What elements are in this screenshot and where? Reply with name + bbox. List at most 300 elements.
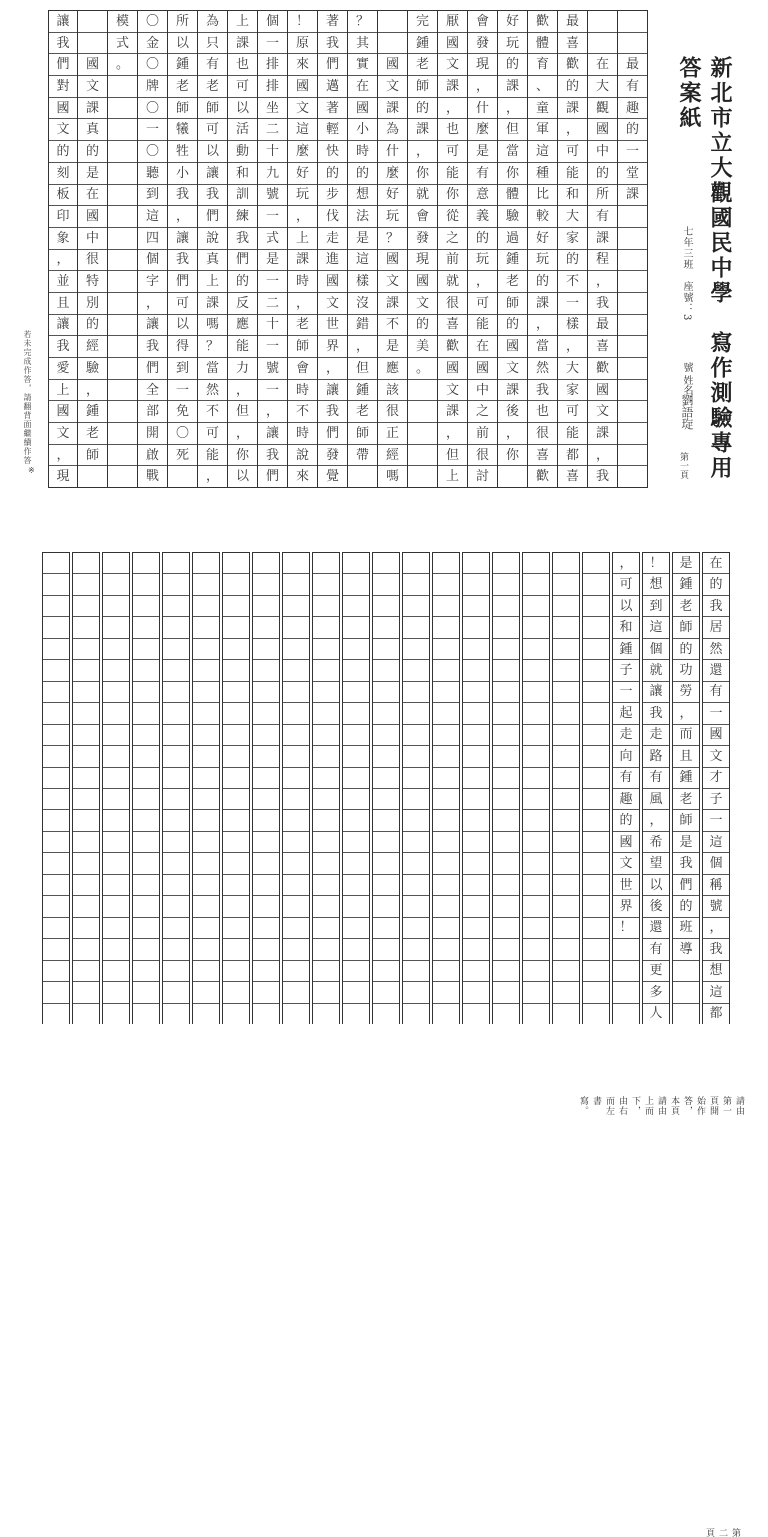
grid-cell: 也 xyxy=(528,401,557,423)
grid-cell: 可 xyxy=(198,119,227,141)
grid-cell: ， xyxy=(468,271,497,293)
grid-cell: 什 xyxy=(378,141,407,163)
grid-cell: 向 xyxy=(613,746,639,767)
grid-cell xyxy=(283,682,309,703)
grid-cell: 中 xyxy=(78,228,107,250)
grid-cell: 我 xyxy=(168,185,197,207)
grid-cell: 以 xyxy=(643,875,669,896)
grid-cell: ， xyxy=(348,336,377,358)
grid-cell: 喜 xyxy=(588,336,617,358)
grid-cell: 厭 xyxy=(438,11,467,33)
grid-cell: 意 xyxy=(468,185,497,207)
grid-cell: 們 xyxy=(318,423,347,445)
grid-cell xyxy=(133,1004,159,1024)
grid-cell xyxy=(283,746,309,767)
grid-cell: 想 xyxy=(348,185,377,207)
grid-cell xyxy=(403,596,429,617)
grid-cell xyxy=(223,896,249,917)
grid-cell: 能 xyxy=(468,315,497,337)
grid-cell: 國 xyxy=(468,358,497,380)
grid-cell: 我 xyxy=(643,703,669,724)
grid-cell xyxy=(403,810,429,831)
grid-cell: 是 xyxy=(348,228,377,250)
grid-cell: 和 xyxy=(228,163,257,185)
grid-cell xyxy=(283,660,309,681)
grid-cell xyxy=(133,789,159,810)
grid-cell: 走 xyxy=(613,725,639,746)
grid-cell: 國 xyxy=(613,832,639,853)
grid-cell: 板 xyxy=(49,185,77,207)
grid-cell: 讓 xyxy=(198,163,227,185)
grid-cell xyxy=(583,875,609,896)
grid-cell xyxy=(253,746,279,767)
grid-cell xyxy=(433,853,459,874)
grid-cell xyxy=(463,617,489,638)
grid-cell xyxy=(223,574,249,595)
grid-cell xyxy=(463,853,489,874)
grid-cell: 希 xyxy=(643,832,669,853)
grid-cell xyxy=(523,918,549,939)
grid-cell: 也 xyxy=(228,54,257,76)
grid-cell xyxy=(253,768,279,789)
grid-cell: 你 xyxy=(498,445,527,467)
grid-cell xyxy=(493,896,519,917)
grid-cell: 國 xyxy=(78,54,107,76)
grid-cell: 當 xyxy=(498,141,527,163)
grid-cell xyxy=(343,682,369,703)
grid-column xyxy=(582,552,610,1024)
grid-cell xyxy=(373,639,399,660)
grid-cell: ， xyxy=(468,76,497,98)
grid-cell xyxy=(403,768,429,789)
grid-cell xyxy=(103,725,129,746)
grid-cell xyxy=(408,445,437,467)
grid-cell xyxy=(193,789,219,810)
grid-cell: ， xyxy=(228,423,257,445)
grid-cell xyxy=(103,1004,129,1024)
grid-cell: 且 xyxy=(673,746,699,767)
grid-cell xyxy=(253,617,279,638)
grid-cell: 課 xyxy=(588,423,617,445)
grid-cell: 我 xyxy=(228,228,257,250)
grid-cell xyxy=(463,746,489,767)
grid-cell: 會 xyxy=(408,206,437,228)
writing-grid-page-1 xyxy=(48,10,648,488)
grid-cell: 課 xyxy=(588,228,617,250)
grid-cell xyxy=(43,832,69,853)
grid-cell: 時 xyxy=(288,423,317,445)
grid-cell xyxy=(523,639,549,660)
grid-cell: 象 xyxy=(49,228,77,250)
grid-cell: 個 xyxy=(703,853,729,874)
grid-cell: 老 xyxy=(168,76,197,98)
grid-cell: 堂 xyxy=(618,163,647,185)
grid-column xyxy=(192,552,220,1024)
grid-cell xyxy=(313,896,339,917)
grid-cell: ！ xyxy=(613,918,639,939)
grid-cell: 反 xyxy=(228,293,257,315)
grid-cell xyxy=(313,639,339,660)
grid-cell: 趣 xyxy=(613,789,639,810)
grid-cell xyxy=(133,660,159,681)
grid-cell: 課 xyxy=(438,401,467,423)
grid-cell: 和 xyxy=(558,185,587,207)
grid-cell: 一 xyxy=(258,271,287,293)
grid-cell xyxy=(313,961,339,982)
grid-cell: 上 xyxy=(445,469,459,485)
grid-cell xyxy=(43,939,69,960)
grid-cell xyxy=(373,725,399,746)
grid-cell xyxy=(133,768,159,789)
grid-cell xyxy=(133,639,159,660)
grid-cell xyxy=(193,896,219,917)
grid-cell xyxy=(103,617,129,638)
grid-cell xyxy=(163,703,189,724)
grid-cell: 歡 xyxy=(438,336,467,358)
grid-cell: 課 xyxy=(528,293,557,315)
grid-cell xyxy=(403,639,429,660)
grid-cell xyxy=(168,466,197,487)
grid-cell xyxy=(253,961,279,982)
grid-column xyxy=(498,10,528,488)
grid-cell: ？ xyxy=(348,11,377,33)
grid-cell: 是 xyxy=(468,141,497,163)
grid-cell xyxy=(73,703,99,724)
grid-cell: 人 xyxy=(649,1006,663,1022)
grid-cell: ， xyxy=(288,206,317,228)
grid-cell: 討 xyxy=(475,469,489,485)
grid-cell: 國 xyxy=(49,98,77,120)
grid-cell xyxy=(193,574,219,595)
grid-cell: 時 xyxy=(348,141,377,163)
grid-cell: 一 xyxy=(558,293,587,315)
grid-cell xyxy=(133,853,159,874)
grid-cell xyxy=(73,660,99,681)
grid-cell xyxy=(463,639,489,660)
grid-cell: 免 xyxy=(168,401,197,423)
grid-cell: 老 xyxy=(408,54,437,76)
grid-cell: 可 xyxy=(228,76,257,98)
grid-cell xyxy=(163,596,189,617)
grid-cell xyxy=(493,725,519,746)
grid-cell xyxy=(103,875,129,896)
grid-cell xyxy=(403,553,429,574)
grid-cell xyxy=(493,703,519,724)
grid-cell xyxy=(343,853,369,874)
grid-cell xyxy=(343,1004,369,1024)
grid-cell xyxy=(133,896,159,917)
grid-cell: 我 xyxy=(49,336,77,358)
grid-cell: 全 xyxy=(138,380,167,402)
grid-cell xyxy=(253,896,279,917)
grid-cell: 在 xyxy=(78,185,107,207)
grid-cell: 國 xyxy=(49,401,77,423)
grid-cell xyxy=(43,918,69,939)
grid-cell: 也 xyxy=(438,119,467,141)
grid-cell xyxy=(673,961,699,982)
grid-cell xyxy=(283,896,309,917)
grid-cell xyxy=(373,1004,399,1024)
grid-column xyxy=(618,10,648,488)
grid-cell xyxy=(78,33,107,55)
grid-cell: 觀 xyxy=(588,98,617,120)
grid-column xyxy=(138,10,168,488)
grid-cell xyxy=(493,875,519,896)
grid-cell xyxy=(313,746,339,767)
grid-cell xyxy=(553,789,579,810)
grid-cell: 發 xyxy=(408,228,437,250)
grid-cell xyxy=(583,660,609,681)
grid-cell xyxy=(73,574,99,595)
grid-cell xyxy=(43,768,69,789)
grid-cell xyxy=(433,896,459,917)
grid-cell xyxy=(433,746,459,767)
grid-cell xyxy=(523,703,549,724)
grid-column xyxy=(132,552,160,1024)
grid-cell xyxy=(523,875,549,896)
grid-cell: 們 xyxy=(228,250,257,272)
grid-cell: 是 xyxy=(78,163,107,185)
grid-cell xyxy=(553,896,579,917)
grid-cell xyxy=(493,1004,519,1024)
grid-cell xyxy=(433,682,459,703)
grid-cell xyxy=(463,832,489,853)
grid-cell: 讓 xyxy=(138,315,167,337)
grid-column xyxy=(468,10,498,488)
grid-cell xyxy=(193,746,219,767)
grid-cell: 能 xyxy=(198,445,227,467)
grid-cell: 到 xyxy=(138,185,167,207)
grid-cell xyxy=(553,660,579,681)
grid-cell xyxy=(103,574,129,595)
grid-cell xyxy=(73,1004,99,1024)
grid-cell: 排 xyxy=(258,76,287,98)
grid-cell xyxy=(73,725,99,746)
grid-cell: 前 xyxy=(468,423,497,445)
grid-cell xyxy=(43,1004,69,1024)
grid-cell: 國 xyxy=(703,725,729,746)
grid-cell xyxy=(223,617,249,638)
grid-cell: 玩 xyxy=(528,250,557,272)
grid-cell: 們 xyxy=(673,875,699,896)
grid-cell xyxy=(673,1004,699,1024)
grid-cell: 應 xyxy=(228,315,257,337)
grid-cell: 的 xyxy=(498,315,527,337)
grid-cell: 老 xyxy=(288,315,317,337)
grid-column xyxy=(702,552,730,1024)
grid-cell: 有 xyxy=(703,682,729,703)
grid-cell xyxy=(73,746,99,767)
grid-cell: 然 xyxy=(198,380,227,402)
grid-cell xyxy=(313,1004,339,1024)
grid-column xyxy=(162,552,190,1024)
grid-cell: 犧 xyxy=(168,119,197,141)
name-label: 號 姓名： xyxy=(681,362,692,406)
grid-column xyxy=(612,552,640,1024)
grid-cell xyxy=(283,725,309,746)
grid-cell xyxy=(523,853,549,874)
grid-cell: 以 xyxy=(168,33,197,55)
grid-cell xyxy=(463,896,489,917)
grid-cell xyxy=(103,896,129,917)
grid-cell xyxy=(583,1004,609,1024)
grid-column xyxy=(348,10,378,488)
grid-cell: ！ xyxy=(643,553,669,574)
grid-cell xyxy=(373,875,399,896)
grid-cell xyxy=(343,939,369,960)
grid-cell xyxy=(403,896,429,917)
grid-cell: 的 xyxy=(618,119,647,141)
grid-cell xyxy=(583,789,609,810)
grid-cell: 著 xyxy=(318,11,347,33)
grid-cell xyxy=(373,574,399,595)
grid-cell xyxy=(313,703,339,724)
grid-cell: 印 xyxy=(49,206,77,228)
grid-cell xyxy=(43,961,69,982)
grid-cell xyxy=(223,961,249,982)
grid-cell xyxy=(163,810,189,831)
grid-cell: 二 xyxy=(258,119,287,141)
grid-cell xyxy=(313,853,339,874)
grid-cell: 課 xyxy=(438,76,467,98)
grid-cell xyxy=(163,1004,189,1024)
grid-cell: 師 xyxy=(673,617,699,638)
grid-cell: ， xyxy=(588,271,617,293)
grid-cell xyxy=(493,982,519,1003)
grid-cell: 且 xyxy=(49,293,77,315)
grid-cell xyxy=(133,961,159,982)
grid-cell: 但 xyxy=(498,119,527,141)
grid-cell: 法 xyxy=(348,206,377,228)
grid-cell: 〇 xyxy=(138,141,167,163)
grid-cell: ， xyxy=(558,119,587,141)
grid-cell xyxy=(403,789,429,810)
grid-cell: 我 xyxy=(528,380,557,402)
grid-cell: 個 xyxy=(138,250,167,272)
grid-cell xyxy=(373,789,399,810)
grid-cell: 就 xyxy=(643,660,669,681)
grid-cell xyxy=(193,682,219,703)
grid-cell xyxy=(108,141,137,163)
grid-cell xyxy=(613,961,639,982)
grid-cell xyxy=(553,682,579,703)
grid-column xyxy=(108,10,138,488)
grid-cell xyxy=(103,982,129,1003)
grid-cell: 很 xyxy=(438,293,467,315)
grid-cell: 覺 xyxy=(325,469,339,485)
grid-cell: 的 xyxy=(613,810,639,831)
grid-cell xyxy=(223,703,249,724)
grid-cell: 師 xyxy=(78,445,107,467)
grid-cell: 來 xyxy=(288,54,317,76)
grid-cell: 的 xyxy=(348,163,377,185)
grid-cell xyxy=(493,961,519,982)
grid-cell xyxy=(43,982,69,1003)
grid-cell xyxy=(163,768,189,789)
grid-cell xyxy=(73,875,99,896)
grid-cell: 驗 xyxy=(78,358,107,380)
grid-cell xyxy=(463,810,489,831)
grid-cell xyxy=(493,682,519,703)
grid-cell: 驗 xyxy=(498,206,527,228)
grid-cell xyxy=(193,1004,219,1024)
grid-cell xyxy=(583,832,609,853)
grid-cell xyxy=(618,401,647,423)
grid-cell xyxy=(553,939,579,960)
grid-cell xyxy=(108,445,137,467)
grid-cell: 歡 xyxy=(528,11,557,33)
grid-cell: ， xyxy=(318,358,347,380)
grid-cell xyxy=(403,832,429,853)
grid-cell: 小 xyxy=(348,119,377,141)
grid-cell: 文 xyxy=(703,746,729,767)
grid-cell xyxy=(43,746,69,767)
grid-cell: 這 xyxy=(288,119,317,141)
grid-cell xyxy=(583,617,609,638)
grid-cell: 的 xyxy=(588,163,617,185)
grid-cell: 有 xyxy=(613,768,639,789)
grid-cell xyxy=(133,832,159,853)
grid-cell: 班 xyxy=(673,918,699,939)
answer-sheet-page-1 xyxy=(0,0,768,500)
grid-cell xyxy=(618,445,647,467)
grid-cell: ， xyxy=(205,469,219,485)
grid-cell: 玩 xyxy=(288,185,317,207)
grid-cell xyxy=(253,939,279,960)
grid-cell: 文 xyxy=(49,423,77,445)
grid-cell xyxy=(433,832,459,853)
grid-cell xyxy=(433,553,459,574)
grid-cell xyxy=(193,982,219,1003)
grid-cell xyxy=(193,810,219,831)
grid-cell: 練 xyxy=(228,206,257,228)
grid-cell: 國 xyxy=(588,380,617,402)
grid-cell: 為 xyxy=(378,119,407,141)
grid-cell: 以 xyxy=(198,141,227,163)
grid-cell: 老 xyxy=(348,401,377,423)
grid-cell: 一 xyxy=(258,206,287,228)
grid-cell: 文 xyxy=(288,98,317,120)
grid-cell xyxy=(73,939,99,960)
grid-cell: 望 xyxy=(643,853,669,874)
grid-cell: 最 xyxy=(618,54,647,76)
grid-cell: 所 xyxy=(588,185,617,207)
grid-cell: 課 xyxy=(498,76,527,98)
grid-cell xyxy=(163,639,189,660)
grid-cell xyxy=(163,789,189,810)
grid-cell xyxy=(193,639,219,660)
grid-cell xyxy=(163,660,189,681)
grid-column xyxy=(282,552,310,1024)
grid-cell: 當 xyxy=(198,358,227,380)
grid-cell xyxy=(313,574,339,595)
grid-column xyxy=(378,10,408,488)
grid-cell: 式 xyxy=(258,228,287,250)
grid-cell: ？ xyxy=(198,336,227,358)
grid-cell: 多 xyxy=(643,982,669,1003)
grid-cell xyxy=(523,768,549,789)
grid-cell xyxy=(553,918,579,939)
grid-cell xyxy=(43,853,69,874)
note-mark: ※ xyxy=(28,466,35,475)
grid-cell: 讓 xyxy=(49,315,77,337)
grid-cell: 讓 xyxy=(168,228,197,250)
grid-cell: 死 xyxy=(168,445,197,467)
grid-cell xyxy=(253,853,279,874)
grid-cell: 讓 xyxy=(318,380,347,402)
grid-cell xyxy=(373,768,399,789)
grid-cell xyxy=(553,553,579,574)
